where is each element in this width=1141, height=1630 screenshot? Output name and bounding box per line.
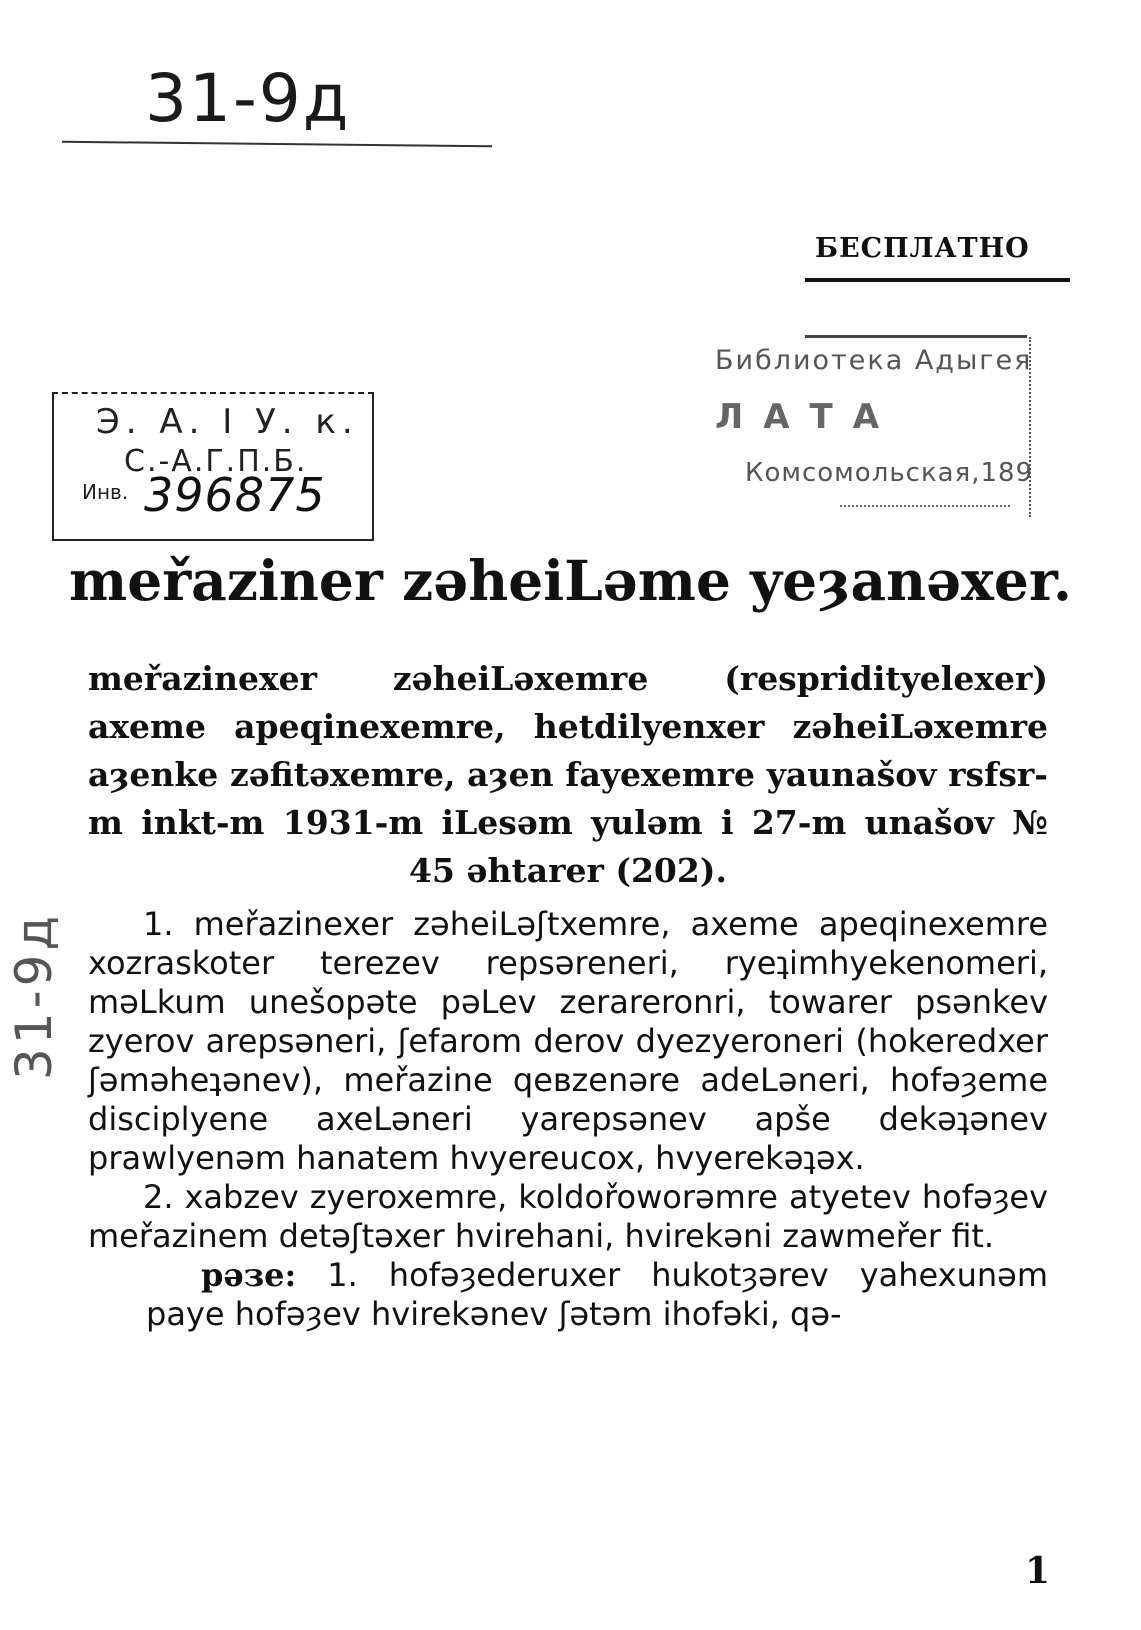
stamp-left-inv-number: 396875 [144,468,326,522]
stamp-left-line2: С.-А.Г.П.Б. [124,444,308,479]
stamp-right-line2: ЛАТА [715,397,900,437]
body-text [88,905,1048,1334]
stamp-right-line1: Библиотека Адыгея [715,345,1033,376]
stamp-left-inv-prefix: Инв. [82,480,129,504]
handwritten-code: 31-9д [145,60,351,137]
free-label-rule [805,278,1070,282]
handwritten-underline [62,141,492,148]
document-title: meřaziner zəheiLəme yeȝanəxer. [69,548,1072,613]
library-stamp-left [52,392,374,541]
margin-handwritten-note: 31-9д [5,911,63,1080]
paragraph-1: 1. meřazinexer zəheiLəʃtxemre, axeme apeqinexemre xozraskoter terezev repsəreneri, ryeʇimhyekenomeri, məLkum unešopəte pəLev zerareronri, towarer psənkev zyerov arepsəneri, ʃefarom derov dyezyeroneri (hokeredxer ʃəməheʇənev), meřazine qeʙzenəre adeLəneri, hofəȝeme disciplyene axeLəneri yarepsənev apše dekəʇənev prawlyenəm hanatem hvyereucox, hvyerekəʇəx. [88,905,1048,1177]
page-number: 1 [1025,1550,1051,1592]
note-label: рəзе: [201,1256,297,1294]
stamp-left-line1: Э. А. І У. к. [96,402,359,442]
note-paragraph [88,1256,1048,1334]
intro-paragraph: meřazinexer zəheiLəxemre (respridityelexer) axeme apeqinexemre, hetdilyenxer zəheiLəxemre aȝenke zəfitəxemre, aȝen fayexemre yaunašov rsfsr-m inkt-m 1931-m iLesəm yuləm i 27-m unašov № 45 əhtarer (202). [88,659,1048,890]
library-stamp-right [715,335,1035,535]
stamp-right-top-rule [805,335,1027,338]
stamp-right-line3: Комсомольская,189 [745,458,1034,488]
paragraph-2: 2. xabzev zyeroxemre, koldořoworəmre atyetev hofəȝev meřazinem detəʃtəxer hvirehani, hvirekəni zawmeřer fit. [88,1178,1048,1255]
free-label: БЕСПЛАТНО [815,233,1030,264]
note-text: 1. hofəȝederuxer hukotȝərev yahexunəm paye hofəȝev hvirekənev ʃətəm ihofəki, qə- [146,1256,1048,1333]
stamp-right-bottom-rule [840,505,1010,507]
